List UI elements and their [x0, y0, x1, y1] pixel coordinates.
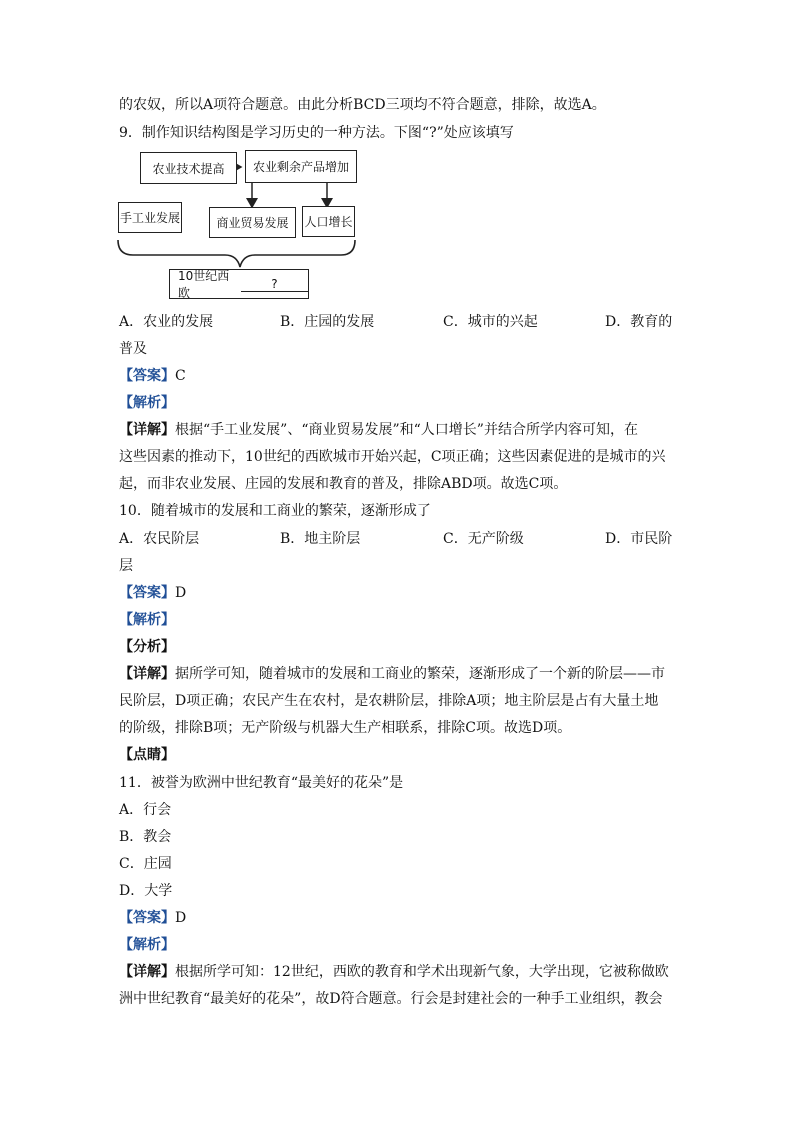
q11-option-d: D．大学 — [119, 883, 173, 899]
box-trade: 商业贸易发展 — [209, 207, 296, 238]
q10-option-wrap: 层 — [119, 558, 133, 574]
q10-option-a: A．农民阶层 — [119, 531, 200, 547]
q10-analysis-tag: 【解析】 — [119, 612, 175, 628]
q11-option-b: B．教会 — [119, 829, 172, 845]
q10-analysis2-tag: 【分析】 — [119, 639, 175, 655]
box-10c-europe: 10世纪西欧 ? — [169, 269, 309, 299]
q9-option-a: A．农业的发展 — [119, 314, 214, 330]
q9-analysis-tag: 【解析】 — [119, 395, 175, 411]
brace-connector — [118, 240, 355, 267]
q10-detail-line-3: 的阶级，排除B项；无产阶级与机器大生产相联系，排除C项。故选D项。 — [119, 720, 572, 736]
q9-option-c: C．城市的兴起 — [443, 314, 538, 330]
q9-answer: 【答案】C — [119, 368, 186, 384]
box-handicraft: 手工业发展 — [118, 202, 182, 233]
q10-stem: 10．随着城市的发展和工商业的繁荣，逐渐形成了 — [119, 503, 431, 519]
q10-option-b: B．地主阶层 — [280, 531, 361, 547]
q9-stem: 9．制作知识结构图是学习历史的一种方法。下图“?”处应该填写 — [119, 125, 514, 141]
q10-option-c: C．无产阶级 — [443, 531, 524, 547]
q11-stem: 11．被誉为欧洲中世纪教育“最美好的花朵”是 — [119, 775, 404, 791]
q11-answer: 【答案】D — [119, 910, 187, 926]
q11-analysis-tag: 【解析】 — [119, 937, 175, 953]
q10-answer: 【答案】D — [119, 585, 187, 601]
q9-option-wrap: 普及 — [119, 341, 147, 357]
q9-detail-line-3: 起，而非农业发展、庄园的发展和教育的普及，排除ABD项。故选C项。 — [119, 476, 568, 492]
q10-comment-tag: 【点睛】 — [119, 747, 175, 763]
q9-detail-line-1: 【详解】根据“手工业发展”、“商业贸易发展”和“人口增长”并结合所学内容可知，在 — [119, 422, 638, 438]
q10-option-d: D．市民阶 — [605, 531, 673, 547]
q10-detail-line-1: 【详解】据所学可知，随着城市的发展和工商业的繁荣，逐渐形成了一个新的阶层——市 — [119, 666, 665, 682]
q11-option-c: C．庄园 — [119, 856, 172, 872]
q11-option-a: A．行会 — [119, 802, 172, 818]
q11-detail-line-2: 洲中世纪教育“最美好的花朵”，故D符合题意。行会是封建社会的一种手工业组织，教会 — [119, 991, 663, 1007]
q11-detail-line-1: 【详解】根据所学可知：12世纪，西欧的教育和学术出现新气象，大学出现，它被称做欧 — [119, 964, 669, 980]
intro-line: 的农奴，所以A项符合题意。由此分析BCD三项均不符合题意，排除，故选A。 — [119, 97, 606, 113]
box-population: 人口增长 — [302, 206, 355, 237]
box-agri-surplus: 农业剩余产品增加 — [245, 150, 357, 183]
q10-detail-line-2: 民阶层，D项正确；农民产生在农村，是农耕阶层，排除A项；地主阶层是占有大量土地 — [119, 693, 659, 709]
q9-detail-line-2: 这些因素的推动下，10世纪的西欧城市开始兴起，C项正确；这些因素促进的是城市的兴 — [119, 449, 666, 465]
blank-field: ? — [241, 277, 308, 292]
q9-option-d: D．教育的 — [605, 314, 673, 330]
box-agri-tech: 农业技术提高 — [140, 152, 237, 184]
q9-option-b: B．庄园的发展 — [280, 314, 375, 330]
